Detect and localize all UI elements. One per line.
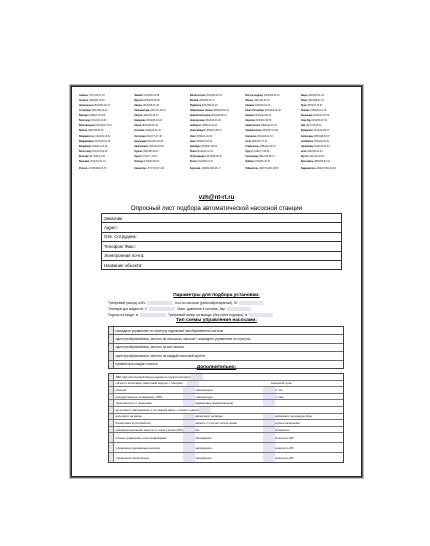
city-contact: Барнаул (3852)73-04-60 [79,115,106,118]
country-contact: Казахстан +7(7172)727-132 [134,167,165,170]
city-contact: Севастополь (8692)22-31-93 [245,125,277,128]
city-contact: Ижевск (3412)26-03-58 [134,95,160,97]
contact-field[interactable]: Заказчик: [102,214,342,223]
email-link[interactable]: vzh@nt-rt.ru [198,195,235,201]
value-input[interactable] [263,394,275,400]
city-contact: Тула (4872)33-79-87 [300,105,323,108]
city-contact: Пенза (8412)22-31-16 [189,150,213,153]
city-contact: Киров (8332)68-02-04 [134,125,158,128]
value-input[interactable] [183,394,195,400]
city-contact: Магнитогорск (3519)55-03-13 [189,95,222,97]
value-input[interactable] [263,443,275,452]
param-input[interactable] [149,307,175,311]
extra-option[interactable]: АВР (автоматический ввод резервного электропитания) [109,374,343,381]
checkbox[interactable] [109,387,114,393]
param-row: Температура жидкости, С Макс. давление в системе, бар [108,307,251,311]
city-contact: Тамбов (4752)50-40-97 [245,160,271,163]
checkbox[interactable] [109,381,114,387]
city-contact: Санкт-Петербург (812)309-46-40 [245,110,281,113]
city-contact: Калуга (4842)92-23-67 [134,115,159,118]
city-contact: Мурманск (8152)59-64-93 [189,105,218,108]
country-contact: Таджикистан +992(427)82-92-69 [300,167,336,170]
value-input[interactable] [263,400,275,406]
city-contact: Чита (3022)38-34-83 [300,150,323,153]
control-option[interactable]: каскадное управление по отрегулу отдельный преобразователь частоты [109,327,343,335]
contact-field[interactable]: Телефон/ Факс: [102,242,342,251]
city-contact: Хабаровск (4212)92-98-04 [300,130,330,133]
city-contact: Чебоксары (8352)28-53-07 [300,135,330,138]
city-contact: Ноябрьск (3496)41-32-12 [189,125,218,128]
checkbox[interactable] [109,352,114,359]
city-contact: Калининград (4012)72-03-81 [134,110,166,113]
control-option[interactable]: один преобразователь частоты на все насосы [109,344,343,352]
extra-option[interactable]: обогрев температура С min [109,387,343,394]
extra-option[interactable]: управление иной насосы напряжение мощность кВт [109,453,343,462]
extra-option[interactable]: сигнал о неполадке (защитный модуль + обогрев) выносной пульт [109,381,343,388]
checkbox[interactable] [109,344,114,351]
city-contact: Ярославль (4852)69-52-93 [300,160,330,163]
checkbox[interactable] [109,374,114,380]
city-contact: Алматы (727)345-47-04 [79,95,105,97]
value-input[interactable] [263,420,275,426]
value-input[interactable] [183,443,195,452]
contact-field[interactable]: Адрес: [102,223,342,232]
extra-option[interactable]: управление дренажным насосом напряжение мощность кВт [109,443,343,453]
contact-field[interactable]: Название объекта: [102,260,342,269]
city-contact: Челябинск (351)202-03-61 [300,140,330,143]
value-input[interactable] [199,407,211,413]
value-input[interactable] [187,381,199,387]
city-contact: Уфа (347)229-48-12 [300,125,322,128]
param-input[interactable] [239,301,263,305]
param-input[interactable] [147,301,173,305]
city-contact: Владикавказ (8672)28-90-48 [79,140,111,143]
city-contact: Якутск (4112)23-90-97 [300,155,325,158]
city-contact: Нижний Новгород (831)429-08-12 [189,115,227,118]
value-input[interactable] [191,374,203,380]
extra-option[interactable]: принудительное охлаждение, IP54 температура С max [109,394,343,401]
city-contact: Липецк (4742)52-20-81 [134,160,160,163]
value-input[interactable] [183,453,195,462]
value-input[interactable] [263,414,275,420]
checkbox[interactable] [109,427,114,433]
checkbox[interactable] [109,327,114,334]
city-contact: Череповец (8202)49-02-64 [300,145,330,148]
control-option[interactable]: один преобразователь частоты на каждый насосный агрегат [109,352,343,360]
value-input[interactable] [183,433,195,442]
city-contact: Краснодар (861)203-40-90 [134,140,164,143]
checkbox[interactable] [109,443,114,452]
form-title: Опросный лист подбора автоматической насосной станции [130,205,303,212]
value-input[interactable] [183,400,195,406]
control-scheme-heading: Тип схемы управления насосами: [176,318,257,323]
extra-option[interactable]: вольтметр на вводе амперметр на вводе амперметр на каждую фазу [109,414,343,421]
checkbox[interactable] [109,335,114,342]
city-contact: Томск (3822)98-41-53 [300,100,324,103]
city-contact: Кострома (4942)77-07-48 [134,135,162,138]
country-contact: Узбекистан +998(71)205-18-59 [245,167,279,170]
extra-option[interactable]: полное управление электродвижками напряжение мощность кВт [109,433,343,443]
params-heading: Параметры для подбора установки: [173,293,260,298]
checkbox[interactable] [109,453,114,462]
checkbox[interactable] [109,400,114,406]
country-contact: Киргизия +996(312)96-26-47 [189,167,221,170]
city-contact: Казань (843)206-01-48 [134,105,159,108]
city-contact: Тюмень (3452)66-21-18 [300,110,327,113]
city-contact: Ульяновск (8422)24-23-59 [300,115,330,118]
city-contact: Архангельск (8182)63-90-72 [79,105,110,108]
city-contact: Самара (846)206-03-16 [245,105,271,108]
city-contact: Сургут (3462)77-98-35 [245,150,270,153]
contact-field[interactable]: Электронная почта: [102,251,342,260]
city-contact: Курган (3522)50-90-47 [134,150,159,153]
city-contact: Курск (4712)77-13-04 [134,155,158,158]
city-contact: Улан-Удэ (3012)59-97-51 [300,120,328,123]
value-input[interactable] [183,414,195,420]
contact-field[interactable]: Отв. Сотрудник: [102,232,342,241]
city-contact: Кемерово (3842)65-04-62 [134,120,163,123]
extra-option[interactable]: блокировка (пульт/кабель) защита от прочих потерь фазы ручное включение [109,420,343,427]
city-contact: Астрахань (8512)99-46-04 [79,110,108,113]
city-contact: Коломна (4966)23-41-49 [134,130,161,133]
extra-heading: Дополнительно: [196,365,237,370]
city-contact: Брянск (4832)59-03-52 [79,130,104,133]
document-page [71,86,362,477]
city-contact: Владивосток (423)249-28-31 [79,135,111,138]
param-input[interactable] [227,307,251,311]
city-contact: Ставрополь (8652)20-65-13 [245,145,276,148]
value-input[interactable] [263,453,275,462]
value-input[interactable] [183,387,195,393]
city-contact: Тверь (4822)63-31-35 [300,95,324,97]
extra-options-list [108,373,344,463]
city-contact: Сочи (862)225-72-31 [245,140,268,143]
city-contact: Красноярск (391)204-63-61 [134,145,165,148]
city-contact: Петрозаводск (8142)55-98-37 [189,155,223,158]
city-contact: Омск (3812)21-46-40 [189,135,213,138]
city-contact: Волгоград (844)278-03-48 [79,150,108,153]
checkbox[interactable] [109,394,114,400]
city-contact: Набережные Челны (8552)20-53-41 [189,110,230,113]
extra-option[interactable]: мультиметр (напряжение и ток каждой фазы + сигнал подачи) [109,407,343,414]
city-contact: Саранск (8342)22-96-24 [245,115,272,118]
city-contact: Иркутск (395)279-98-46 [134,100,160,103]
control-option[interactable]: прямой пуск каждого насоса [109,361,343,368]
city-contact: Москва (495)268-04-70 [189,100,215,103]
city-contact: Сыктывкар (8212)25-95-17 [245,155,275,158]
city-contact: Саратов (845)249-38-78 [245,120,272,123]
checkbox[interactable] [109,414,114,420]
value-input[interactable] [263,427,275,433]
city-contacts-grid [79,94,354,172]
value-input[interactable] [183,427,195,433]
checkbox[interactable] [109,433,114,442]
city-contact: Белгород (4722)40-23-64 [79,120,107,123]
extra-option[interactable]: дифференциальная защита от токов утечки (УЗО) мА мгновенно [109,427,343,434]
param-row: Требуемый расход, м3/ч Кол-во насосов (рабочий/резервный), Ю [108,301,263,305]
checkbox[interactable] [109,420,114,426]
city-contact: Вологда (8172)26-41-59 [79,155,105,158]
value-input[interactable] [183,420,195,426]
city-contact: Новокузнецк (3843)20-46-81 [189,120,221,123]
city-contact: Симферополь (3652)67-13-56 [245,130,279,133]
city-contact: Ангарск (3955)60-70-56 [79,100,105,103]
city-contact: Ростов-на-Дону (863)308-18-15 [245,95,280,97]
control-scheme-list [108,326,344,369]
param-row: Подпор на входе, м Требуемый напор на выходе (без учета подпора), м [108,313,273,317]
city-contact: Новосибирск (383)227-86-73 [189,130,222,133]
city-contact: Рязань (4912)46-61-64 [245,100,270,103]
param-input[interactable] [249,313,273,317]
city-contact: Благовещенск (4162)22-76-07 [79,125,112,128]
param-input[interactable] [140,313,166,317]
city-contact: Оренбург (3532)37-68-04 [189,145,218,148]
control-option[interactable]: один преобразователь частоты на несколько насосов + каскадное управление по отрегулу [109,335,343,343]
extra-option[interactable]: термозащита от перегрева маркировка (взрывозащита) [109,400,343,407]
city-contact: Владимир (4922)49-43-18 [79,145,108,148]
city-contact: Смоленск (4812)29-41-54 [245,135,273,138]
country-contact: Россия +7(495)268-04-70 [79,167,107,170]
value-input[interactable] [263,387,275,393]
city-contact: Орел (4862)44-53-42 [189,140,213,143]
checkbox[interactable] [109,407,114,413]
city-contact: Псков (8112)59-10-37 [189,160,213,163]
value-input[interactable] [263,433,275,442]
city-contact: Воронеж (473)204-51-73 [79,160,106,163]
contact-table [101,213,342,270]
